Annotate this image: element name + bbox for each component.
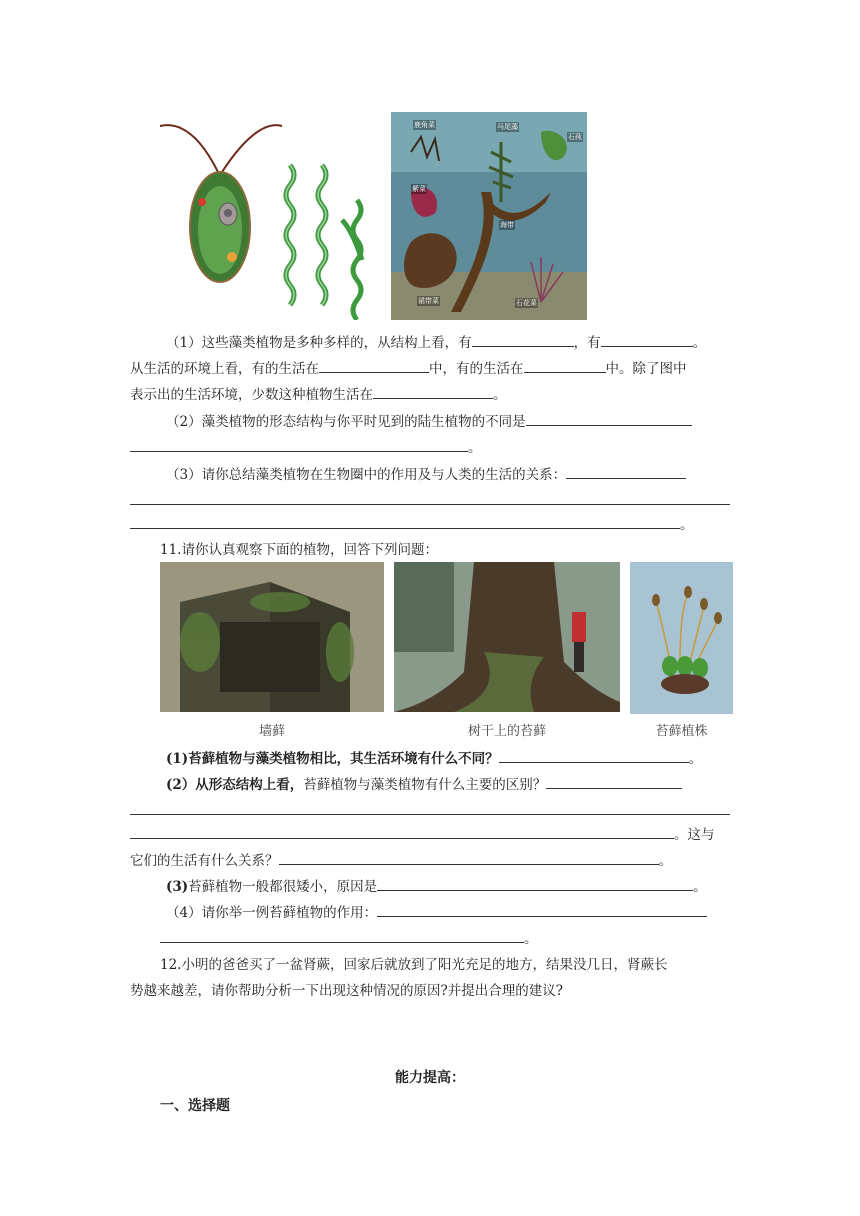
q10-part1-line3: 表示出的生活环境，少数这种植物生活在 。	[130, 384, 730, 405]
answer-blank[interactable]	[526, 411, 692, 426]
q10-part3-line1: （3）请你总结藻类植物在生物圈中的作用及与人类的生活的关系：	[166, 464, 732, 485]
q12-line2: 势越来越差，请你帮助分析一下出现这种情况的原因?并提出合理的建议?	[130, 983, 563, 999]
spirogyra-illustration	[282, 160, 392, 320]
label-qundaicai: 裙带菜	[418, 297, 439, 305]
answer-blank[interactable]	[566, 464, 686, 479]
answer-blank[interactable]	[319, 358, 429, 373]
q10-part2-line2: 。	[130, 437, 730, 458]
tree-moss-photo	[394, 562, 620, 712]
answer-blank[interactable]	[601, 332, 693, 347]
q11-part2-line3: 。这与	[130, 824, 730, 845]
section-title: 能力提高：	[395, 1070, 465, 1086]
moss-plant-photo	[630, 562, 733, 714]
q11-part2-line4: 它们的生活有什么关系？ 。	[130, 850, 730, 871]
answer-blank[interactable]	[472, 332, 574, 347]
label-shihuacai: 石花菜	[516, 299, 537, 307]
answer-blank[interactable]	[377, 876, 693, 891]
answer-blank[interactable]	[130, 824, 674, 839]
q10-part3-line3: 。	[130, 514, 730, 535]
answer-blank[interactable]	[279, 850, 659, 865]
q11-part4-line2: 。	[160, 928, 732, 949]
answer-blank[interactable]	[130, 437, 468, 452]
chlamydomonas-illustration	[158, 112, 283, 292]
label-maweizao: 马尾藻	[497, 123, 518, 131]
q11-title: 11.请你认真观察下面的植物，回答下列问题：	[160, 542, 438, 558]
label-haidai: 海带	[500, 221, 514, 229]
caption-moss-plant: 苔藓植株	[655, 724, 708, 739]
answer-blank[interactable]	[524, 358, 606, 373]
answer-blank[interactable]	[499, 748, 689, 763]
answer-blank[interactable]	[130, 514, 680, 529]
answer-line[interactable]	[130, 814, 730, 815]
wall-moss-photo	[160, 562, 384, 712]
seaweed-illustration	[391, 112, 587, 320]
q10-part2-line1: （2）藻类植物的形态结构与你平时见到的陆生植物的不同是	[166, 411, 732, 432]
q12-line1: 12.小明的爸爸买了一盆肾蕨，回家后就放到了阳光充足的地方，结果没几日，肾蕨长	[160, 957, 668, 973]
q11-part3: (3)苔藓植物一般都很矮小，原因是 。	[166, 876, 732, 897]
answer-blank[interactable]	[377, 902, 707, 917]
answer-blank[interactable]	[546, 774, 682, 789]
q10-part1-line2: 从生活的环境上看，有的生活在 中，有的生活在 中。除了图中	[130, 358, 730, 379]
label-zicai: 紫菜	[412, 185, 426, 193]
label-lumiao: 鹿角菜	[414, 121, 435, 129]
caption-wall-moss: 墙藓	[258, 724, 285, 739]
q11-part2-line1: (2）从形态结构上看，苔藓植物与藻类植物有什么主要的区别？	[166, 774, 732, 795]
q11-part1: (1)苔藓植物与藻类植物相比，其生活环境有什么不同？ 。	[166, 748, 732, 769]
q10-part1-line1: （1）这些藻类植物是多种多样的，从结构上看，有 ，有 。	[166, 332, 732, 353]
q11-part4-line1: （4）请你举一例苔藓植物的作用：	[166, 902, 732, 923]
section-subtitle: 一、选择题	[160, 1098, 230, 1114]
caption-tree-moss: 树干上的苔藓	[467, 724, 546, 739]
answer-blank[interactable]	[160, 928, 524, 943]
answer-line[interactable]	[130, 504, 730, 505]
label-shichun: 石莼	[568, 133, 582, 141]
answer-blank[interactable]	[373, 384, 493, 399]
